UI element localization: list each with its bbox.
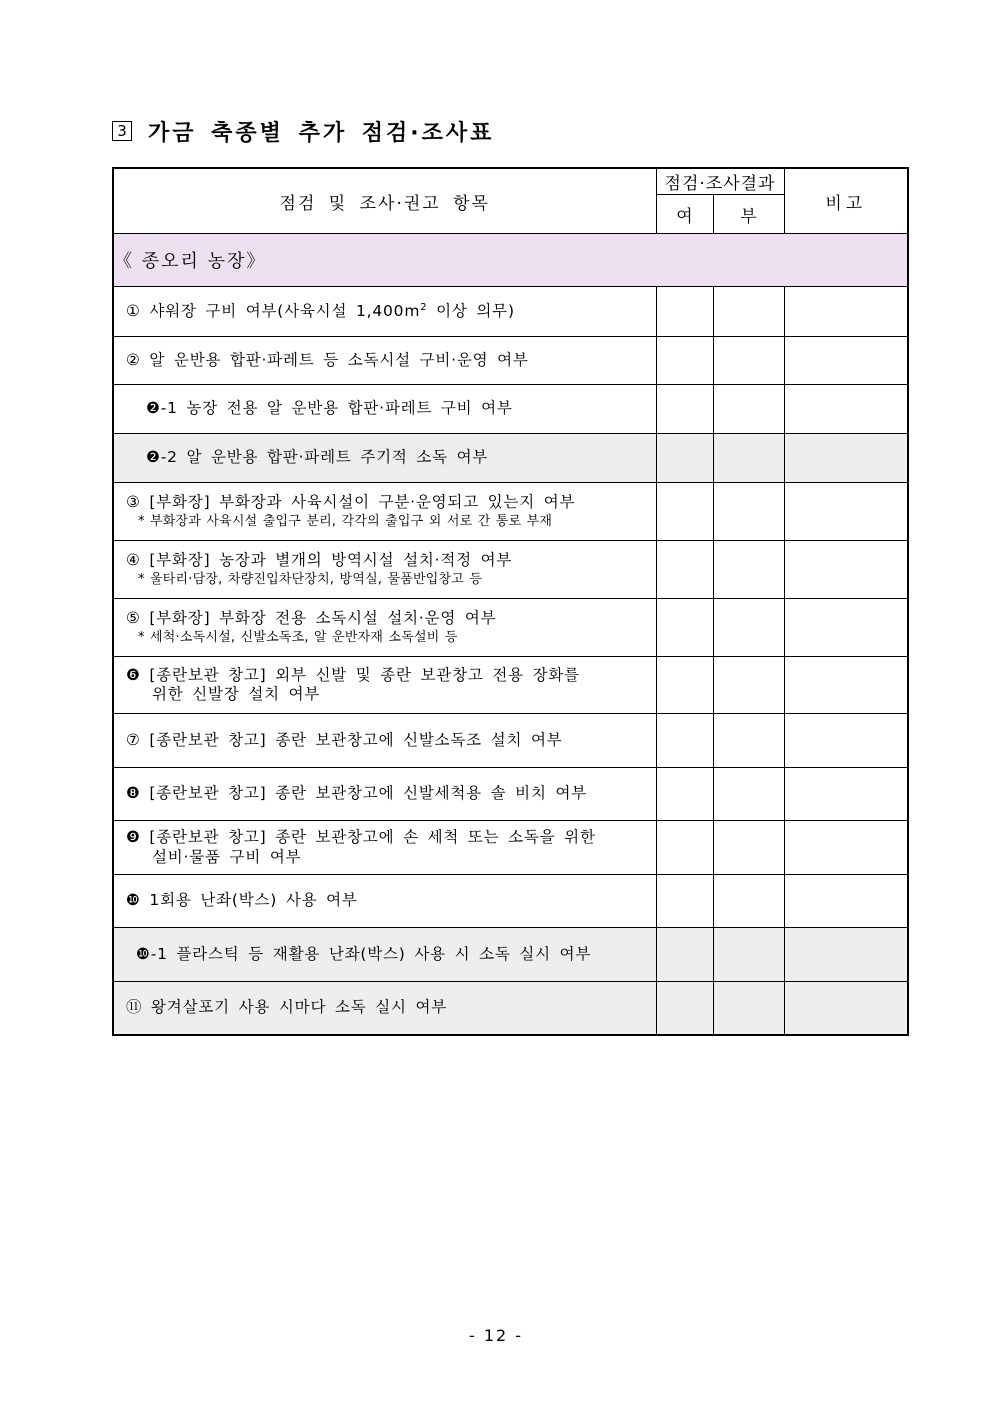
item-text: ④ [부화장] 농장과 별개의 방역시설 설치·적정 여부 — [126, 551, 513, 570]
yes-check-cell[interactable] — [656, 385, 713, 434]
table-row — [113, 337, 908, 385]
item-text: ❷-2 알 운반용 합판·파레트 주기적 소독 여부 — [146, 448, 489, 467]
page-number: - 12 - — [468, 1326, 524, 1345]
item-cell — [113, 337, 656, 385]
item-text-continued: 설비·물품 구비 여부 — [152, 847, 302, 866]
item-text: ③ [부화장] 부화장과 사육시설이 구분·운영되고 있는지 여부 — [126, 493, 576, 512]
no-check-cell[interactable] — [713, 714, 784, 768]
section-row — [113, 234, 908, 287]
item-text: ❽ [종란보관 창고] 종란 보관창고에 신발세척용 솔 비치 여부 — [126, 784, 587, 803]
table-row — [113, 768, 908, 821]
remark-cell[interactable] — [784, 714, 908, 768]
no-check-cell[interactable] — [713, 385, 784, 434]
yes-check-cell[interactable] — [656, 768, 713, 821]
item-cell — [113, 875, 656, 928]
no-check-cell[interactable] — [713, 657, 784, 714]
item-note: * 세척·소독시설, 신발소독조, 알 운반자재 소독설비 등 — [138, 629, 458, 645]
remark-cell[interactable] — [784, 821, 908, 875]
remark-cell[interactable] — [784, 657, 908, 714]
yes-check-cell[interactable] — [656, 483, 713, 541]
item-cell — [113, 599, 656, 657]
item-note: * 울타리·담장, 차량진입차단장치, 방역실, 물품반입창고 등 — [138, 571, 483, 587]
table-row — [113, 434, 908, 483]
table-row — [113, 657, 908, 714]
no-check-cell[interactable] — [713, 875, 784, 928]
section-title-cell: 《 종오리 농장》 — [113, 234, 908, 287]
no-check-cell[interactable] — [713, 541, 784, 599]
item-cell — [113, 287, 656, 337]
no-check-cell[interactable] — [713, 287, 784, 337]
table-row — [113, 928, 908, 982]
header-yes: 여 — [656, 195, 713, 234]
yes-check-cell[interactable] — [656, 875, 713, 928]
yes-check-cell[interactable] — [656, 657, 713, 714]
table-row — [113, 599, 908, 657]
item-text: ❿-1 플라스틱 등 재활용 난좌(박스) 사용 시 소독 실시 여부 — [136, 944, 592, 963]
remark-cell[interactable] — [784, 483, 908, 541]
remark-cell[interactable] — [784, 434, 908, 483]
yes-check-cell[interactable] — [656, 599, 713, 657]
item-text: ❾ [종란보관 창고] 종란 보관창고에 손 세척 또는 소독을 위한 — [126, 828, 596, 847]
no-check-cell[interactable] — [713, 821, 784, 875]
remark-cell[interactable] — [784, 287, 908, 337]
item-text: ❻ [종란보관 창고] 외부 신발 및 종란 보관창고 전용 장화를 — [126, 665, 580, 684]
remark-cell[interactable] — [784, 599, 908, 657]
yes-check-cell[interactable] — [656, 287, 713, 337]
no-check-cell[interactable] — [713, 337, 784, 385]
remark-cell[interactable] — [784, 385, 908, 434]
item-cell — [113, 483, 656, 541]
checklist-table — [112, 167, 909, 1036]
item-text: ⑤ [부화장] 부화장 전용 소독시설 설치·운영 여부 — [126, 609, 497, 628]
item-text: ② 알 운반용 합판·파레트 등 소독시설 구비·운영 여부 — [126, 350, 529, 369]
yes-check-cell[interactable] — [656, 541, 713, 599]
header-remark: 비고 — [784, 168, 908, 234]
remark-cell[interactable] — [784, 875, 908, 928]
no-check-cell[interactable] — [713, 768, 784, 821]
item-cell — [113, 714, 656, 768]
yes-check-cell[interactable] — [656, 714, 713, 768]
yes-check-cell[interactable] — [656, 434, 713, 483]
item-note: * 부화장과 사육시설 출입구 분리, 각각의 출입구 외 서로 간 통로 부재 — [138, 513, 553, 529]
yes-check-cell[interactable] — [656, 982, 713, 1035]
table-row — [113, 483, 908, 541]
table-row — [113, 714, 908, 768]
section-number-box: 3 — [112, 121, 132, 141]
remark-cell[interactable] — [784, 337, 908, 385]
no-check-cell[interactable] — [713, 434, 784, 483]
item-text: ⑪ 왕겨살포기 사용 시마다 소독 실시 여부 — [126, 998, 448, 1017]
header-no: 부 — [713, 195, 784, 234]
item-text: ❿ 1회용 난좌(박스) 사용 여부 — [126, 891, 358, 910]
item-cell — [113, 385, 656, 434]
section-heading — [112, 116, 494, 146]
no-check-cell[interactable] — [713, 928, 784, 982]
item-cell — [113, 982, 656, 1035]
no-check-cell[interactable] — [713, 599, 784, 657]
item-cell — [113, 821, 656, 875]
no-check-cell[interactable] — [713, 483, 784, 541]
no-check-cell[interactable] — [713, 982, 784, 1035]
header-item-column: 점검 및 조사·권고 항목 — [113, 168, 656, 234]
header-result-group: 점검·조사결과 — [656, 168, 784, 195]
remark-cell[interactable] — [784, 982, 908, 1035]
table-row — [113, 982, 908, 1035]
section-title: 가금 축종별 추가 점검·조사표 — [148, 120, 495, 146]
item-superscript: 2 — [420, 301, 428, 313]
item-cell — [113, 541, 656, 599]
item-text-continued: 위한 신발장 설치 여부 — [152, 685, 321, 703]
remark-cell[interactable] — [784, 541, 908, 599]
item-cell — [113, 657, 656, 714]
yes-check-cell[interactable] — [656, 337, 713, 385]
item-cell — [113, 768, 656, 821]
yes-check-cell[interactable] — [656, 821, 713, 875]
item-text: ❷-1 농장 전용 알 운반용 합판·파레트 구비 여부 — [146, 399, 513, 418]
item-cell — [113, 928, 656, 982]
item-cell — [113, 434, 656, 483]
table-row — [113, 821, 908, 875]
yes-check-cell[interactable] — [656, 928, 713, 982]
table-row — [113, 385, 908, 434]
remark-cell[interactable] — [784, 928, 908, 982]
item-text: ① 샤워장 구비 여부(사육시설 1,400m — [126, 301, 421, 320]
item-text: ⑦ [종란보관 창고] 종란 보관창고에 신발소독조 설치 여부 — [126, 730, 563, 749]
remark-cell[interactable] — [784, 768, 908, 821]
table-row — [113, 875, 908, 928]
item-text-after: 이상 의무) — [427, 301, 515, 320]
table-row — [113, 287, 908, 337]
table-row — [113, 541, 908, 599]
